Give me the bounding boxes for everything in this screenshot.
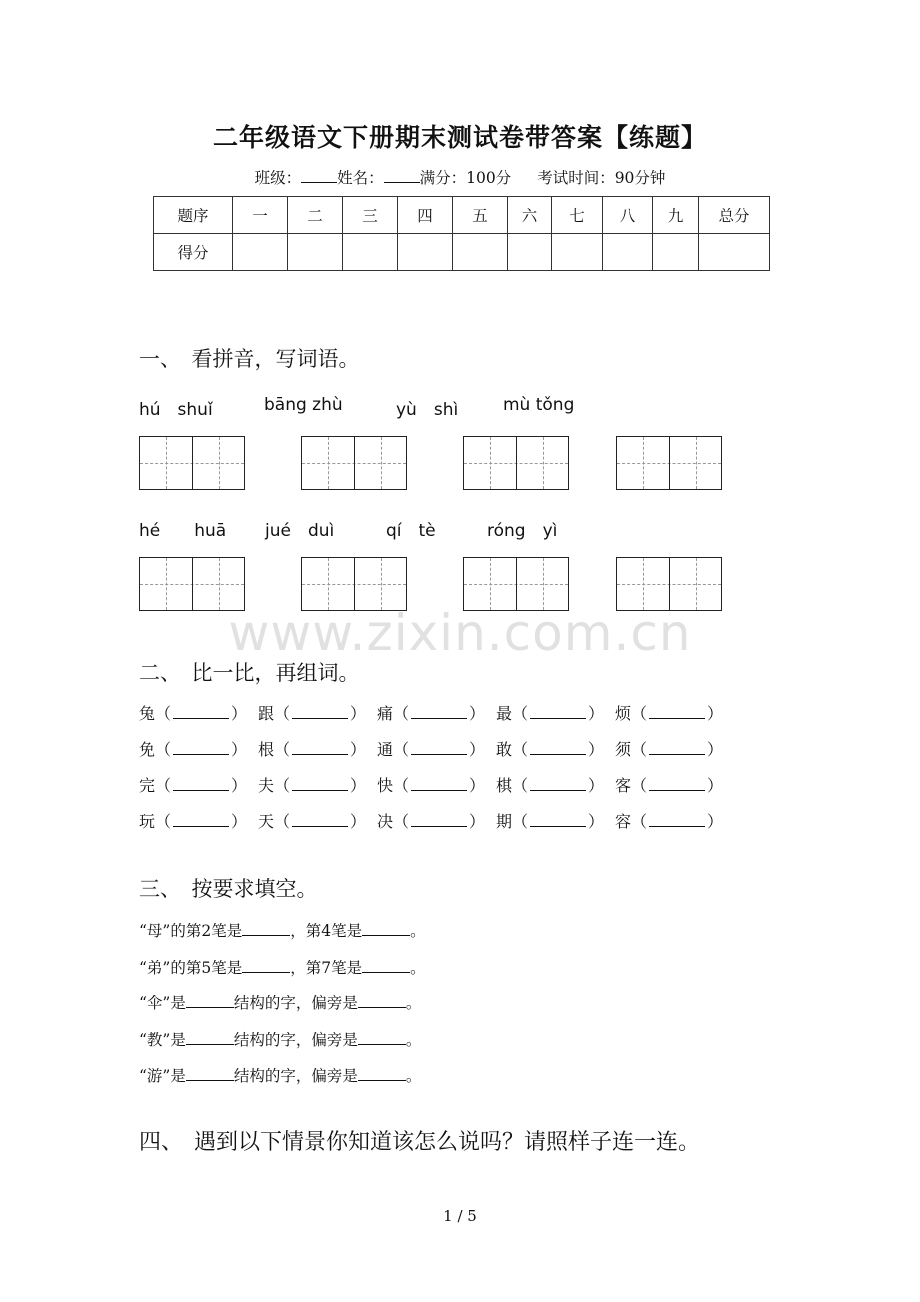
compare-item: 跟（ ）: [258, 704, 367, 723]
pinyin-item: bāng zhù: [264, 395, 343, 415]
fill-text: ，第4笔是: [290, 922, 363, 940]
section-1-heading: 一、 看拼音，写词语。: [139, 347, 360, 371]
compare-char: 最: [496, 704, 513, 723]
fill-row: [139, 991, 421, 1013]
header-cell: 题序: [154, 197, 233, 234]
fill-text: “母”的第2笔是: [139, 922, 243, 940]
fill-text: 。: [410, 959, 426, 977]
pinyin-item: qí tè: [386, 521, 436, 541]
answer-blank[interactable]: [411, 778, 467, 791]
compare-row: [139, 809, 734, 832]
compare-char: 根: [258, 740, 275, 759]
fill-text: “伞”是: [139, 994, 186, 1012]
compare-char: 兔: [139, 704, 156, 723]
answer-blank[interactable]: [292, 778, 348, 791]
compare-item: 敢（ ）: [496, 740, 605, 759]
compare-item: 棋（ ）: [496, 776, 605, 795]
compare-char: 玩: [139, 812, 156, 831]
compare-item: 痛（ ）: [377, 704, 486, 723]
answer-blank[interactable]: [292, 742, 348, 755]
section-4-heading: 四、 遇到以下情景你知道该怎么说吗？请照样子连一连。: [139, 1130, 701, 1155]
answer-blank[interactable]: [242, 923, 290, 936]
header-cell: 七: [552, 197, 603, 234]
pinyin-item: róng yì: [487, 521, 558, 541]
answer-blank[interactable]: [242, 960, 290, 973]
writing-grid-box[interactable]: [463, 436, 569, 490]
header-cell: 总分: [699, 197, 770, 234]
writing-grid-box[interactable]: [463, 557, 569, 611]
compare-char: 期: [496, 812, 513, 831]
writing-grid-box[interactable]: [301, 436, 407, 490]
compare-item: 须（ ）: [615, 740, 724, 759]
answer-blank[interactable]: [173, 742, 229, 755]
exam-time: 考试时间：90分钟: [537, 169, 666, 187]
answer-blank[interactable]: [649, 778, 705, 791]
score-cell[interactable]: [453, 234, 508, 271]
class-label: 班级：: [254, 169, 302, 187]
header-cell: 六: [508, 197, 552, 234]
compare-char: 痛: [377, 704, 394, 723]
compare-char: 容: [615, 812, 632, 831]
compare-item: 免（ ）: [139, 740, 248, 759]
answer-blank[interactable]: [649, 706, 705, 719]
page-number: 1 / 5: [443, 1207, 477, 1225]
score-table-header-row: [154, 197, 770, 234]
compare-item: 烦（ ）: [615, 704, 724, 723]
compare-char: 决: [377, 812, 394, 831]
compare-item: 客（ ）: [615, 776, 724, 795]
compare-char: 快: [377, 776, 394, 795]
score-cell[interactable]: [233, 234, 288, 271]
compare-item: 最（ ）: [496, 704, 605, 723]
answer-blank[interactable]: [649, 742, 705, 755]
compare-row: [139, 701, 734, 724]
score-cell[interactable]: [603, 234, 653, 271]
answer-blank[interactable]: [362, 923, 410, 936]
fill-text: 结构的字，偏旁是: [233, 1067, 358, 1085]
compare-char: 客: [615, 776, 632, 795]
full-score: 满分：100分: [419, 169, 512, 187]
header-cell: 一: [233, 197, 288, 234]
answer-blank[interactable]: [530, 742, 586, 755]
fill-text: “游”是: [139, 1067, 186, 1085]
score-cell[interactable]: [552, 234, 603, 271]
score-cell[interactable]: [653, 234, 699, 271]
writing-grid-box[interactable]: [139, 557, 245, 611]
section-2-heading: 二、 比一比，再组词。: [139, 661, 360, 685]
page-title: 二年级语文下册期末测试卷带答案【练题】: [212, 123, 707, 152]
compare-char: 完: [139, 776, 156, 795]
compare-item: 夫（ ）: [258, 776, 367, 795]
compare-item: 快（ ）: [377, 776, 486, 795]
writing-grid-box[interactable]: [301, 557, 407, 611]
answer-blank[interactable]: [173, 778, 229, 791]
answer-blank[interactable]: [292, 706, 348, 719]
fill-text: 。: [405, 1067, 422, 1085]
answer-blank[interactable]: [530, 778, 586, 791]
exam-info-line: [0, 166, 920, 188]
pinyin-item: hú shuǐ: [139, 400, 213, 420]
compare-char: 棋: [496, 776, 513, 795]
compare-item: 完（ ）: [139, 776, 248, 795]
answer-blank[interactable]: [530, 814, 586, 827]
score-cell[interactable]: [343, 234, 398, 271]
compare-item: 天（ ）: [258, 812, 367, 831]
compare-char: 跟: [258, 704, 275, 723]
writing-grid-box[interactable]: [616, 436, 722, 490]
score-row-label: 得分: [154, 234, 233, 271]
answer-blank[interactable]: [649, 814, 705, 827]
fill-row: [139, 919, 426, 941]
answer-blank[interactable]: [411, 742, 467, 755]
fill-text: “弟”的第5笔是: [139, 959, 243, 977]
fill-text: 。: [405, 994, 422, 1012]
answer-blank[interactable]: [362, 960, 410, 973]
header-cell: 三: [343, 197, 398, 234]
fill-text: ，第7笔是: [290, 959, 363, 977]
pinyin-item: jué duì: [265, 521, 335, 541]
section-3-heading: 三、 按要求填空。: [139, 877, 318, 901]
fill-row: [139, 956, 426, 978]
score-table: [153, 196, 770, 271]
answer-blank[interactable]: [411, 814, 467, 827]
header-cell: 九: [653, 197, 699, 234]
compare-row: [139, 773, 734, 796]
compare-item: 容（ ）: [615, 812, 724, 831]
fill-row: [139, 1064, 421, 1086]
pinyin-item: mù tǒng: [503, 395, 575, 415]
compare-char: 夫: [258, 776, 275, 795]
writing-grid-box[interactable]: [616, 557, 722, 611]
name-label: 姓名：: [337, 169, 384, 187]
answer-blank[interactable]: [358, 995, 406, 1008]
compare-char: 烦: [615, 704, 632, 723]
fill-text: 。: [405, 1031, 422, 1049]
answer-blank[interactable]: [358, 1068, 406, 1081]
fill-text: “教”是: [139, 1031, 186, 1049]
compare-item: 决（ ）: [377, 812, 486, 831]
pinyin-item: yù shì: [396, 400, 459, 420]
fill-row: [139, 1028, 421, 1050]
pinyin-item: hé huā: [139, 521, 227, 541]
answer-blank[interactable]: [358, 1032, 406, 1045]
answer-blank[interactable]: [186, 1032, 234, 1045]
writing-grid-box[interactable]: [139, 436, 245, 490]
answer-blank[interactable]: [186, 995, 234, 1008]
compare-char: 通: [377, 740, 394, 759]
header-cell: 二: [288, 197, 343, 234]
compare-item: 期（ ）: [496, 812, 605, 831]
compare-item: 通（ ）: [377, 740, 486, 759]
fill-text: 结构的字，偏旁是: [233, 1031, 358, 1049]
answer-blank[interactable]: [173, 706, 229, 719]
compare-char: 天: [258, 812, 275, 831]
score-cell[interactable]: [398, 234, 453, 271]
compare-char: 免: [139, 740, 156, 759]
header-cell: 四: [398, 197, 453, 234]
compare-char: 敢: [496, 740, 513, 759]
header-cell: 八: [603, 197, 653, 234]
fill-text: 。: [410, 922, 426, 940]
answer-blank[interactable]: [186, 1068, 234, 1081]
answer-blank[interactable]: [530, 706, 586, 719]
score-cell[interactable]: [288, 234, 343, 271]
watermark: www.zixin.com.cn: [228, 604, 692, 662]
class-blank[interactable]: [301, 168, 337, 183]
score-cell[interactable]: [508, 234, 552, 271]
answer-blank[interactable]: [173, 814, 229, 827]
score-table-score-row: [154, 234, 770, 271]
answer-blank[interactable]: [411, 706, 467, 719]
compare-item: 兔（ ）: [139, 704, 248, 723]
compare-char: 须: [615, 740, 632, 759]
compare-item: 根（ ）: [258, 740, 367, 759]
answer-blank[interactable]: [292, 814, 348, 827]
compare-row: [139, 737, 734, 760]
score-cell[interactable]: [699, 234, 770, 271]
fill-text: 结构的字，偏旁是: [233, 994, 358, 1012]
name-blank[interactable]: [384, 168, 420, 183]
compare-item: 玩（ ）: [139, 812, 248, 831]
header-cell: 五: [453, 197, 508, 234]
